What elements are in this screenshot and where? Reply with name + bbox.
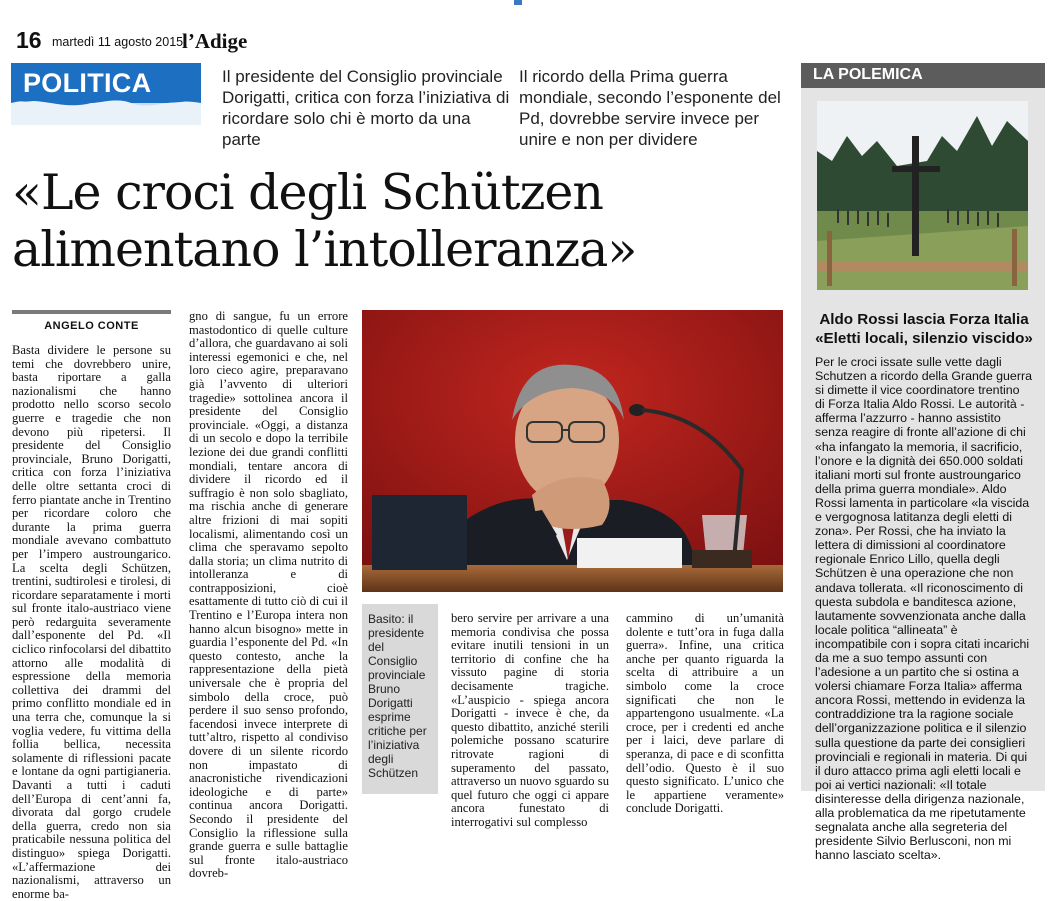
sidebar-title: [810, 310, 1038, 348]
headline-line-1: «Le croci degli Schützen: [12, 164, 603, 221]
article-column-1: [12, 344, 171, 901]
newspaper-name: l’Adige: [182, 29, 248, 53]
deck-right: Il ricordo della Prima guerra mondiale, secondo l’esponente del Pd, dovrebbe servire invece per unire e non per dividere: [519, 67, 781, 149]
photo-caption: Basito: il presidente del Consiglio provinciale Bruno Dorigatti esprime critiche per l’iniziativa degli Schützen: [368, 612, 427, 780]
page-number: 16: [16, 27, 42, 53]
sidebar-title-line-2: «Eletti locali, silenzio viscido»: [815, 330, 1033, 347]
section-label: POLITICA: [23, 68, 152, 98]
article-column-2: [189, 310, 348, 881]
sidebar-text: Per le croci issate sulle vette dagli Schutzen a ricordo della Grande guerra si dimette il vice coordinatore trentino di Forza Italia Aldo Rossi. Le autorità - afferma l’azzurro - hanno assistito senza reagire di fronte all’azione di chi «ha infangato la memoria, il sacrificio, l’onore e la dignità dei 650.000 soldati italiani morti sul fronte austroungarico della prima guerra mondiale». Aldo Rossi lamenta in particolare «la viscida e vergognosa latitanza degli eletti di zona». Per Rossi, che ha inviato la lettera di dimissioni al coordinatore regionale Enrico Lillo, quella degli Schützen è una operazione che non andava tollerata. «Il riconoscimento di questa subdola e banditesca azione, lautamente sovvenzionata anche dalla locale politica “allineata” è incompatibile con i sopra citati incarichi da me a suo tempo assunti con l’adesione a un partito che si ostina a volersi chiamare Forza Italia» afferma ancora Rossi, mettendo in evidenza la contraddizione tra la ragione sociale dell’organizzazione politica e il silenzio sulla questione da parte dei consiglieri provinciali e regionali in materia. Di qui il duro attacco prima agli eletti locali e poi ai vertici nazionali: «Il totale disinteresse della dirigenza nazionale, alla problematica da me ripetutamente segnalata anche alla segreteria del presidente Silvio Berlusconi, non mi hanno lasciato scelta».: [815, 355, 1032, 863]
sidebar-header: [801, 63, 1045, 88]
crosses-photo: [817, 101, 1028, 290]
sidebar-label: LA POLEMICA: [813, 66, 923, 83]
byline-rule: [12, 310, 171, 314]
article-column-3: [451, 612, 609, 830]
article-text: gno di sangue, fu un errore mastodontico di quelle culture d’allora, che guardavano ai soli interessi egemonici e che, nel loro cieco agire, preparavano già l’avvento di ulteriori tragedie» sottolinea ancora il presidente del Consiglio provinciale. «Oggi, a distanza di un secolo e dopo la terribile lezione dei due grandi conflitti mondiali, tentare ancora di dividere il ricordo ed il suffragio è non solo sbagliato, ma rischia anche di generare altre frizioni di mai sopiti localismi, alimentando così un clima che speravamo sepolto dalla storia; un clima nutrito di intolleranza e di contrapposizioni, cioè esattamente di tutto ciò di cui il Trentino e l’Europa intera non hanno alcun bisogno» mette in guardia l’esponente del Pd. «In questo contesto, anche la rappresentazione della pietà universale che è propria del simbolo della croce, può perdere il suo senso profondo, facendosi invece interprete di tutt’altro, rispetto al condiviso dovere di un silente ricordo non impastato di anacronistiche rivendicazioni ideologiche e di parte» continua ancora Dorigatti. Secondo il presidente del Consiglio la riflessione sulla grande guerra e sulle battaglie sul fronte italo-austriaco dovreb-: [189, 309, 348, 881]
byline: ANGELO CONTE: [44, 320, 139, 332]
dorigatti-photo: [362, 310, 783, 592]
deck-left: Il presidente del Consiglio provinciale Dorigatti, critica con forza l’iniziativa di ricordare solo chi è morto da una parte: [222, 67, 510, 149]
page-top-mark: [514, 0, 522, 5]
article-column-4: [626, 612, 784, 816]
article-text: cammino di un’umanità dolente e tutt’ora in fuga dalla guerra». Infine, una critica anche per quanto riguarda la scelta di attribuire a un simbolo come la croce significati che non le appartengono usualmente. «La croce, per i credenti ed anche per i laici, deve parlare di speranza, di pace e di sconfitta dell’odio. Questo è il suo questo significato. L’unico che le appartiene veramente» conclude Dorigatti.: [626, 611, 784, 816]
sidebar-title-line-1: Aldo Rossi lascia Forza Italia: [819, 311, 1029, 328]
headline-line-2: alimentano l’intolleranza»: [12, 221, 637, 278]
issue-date: martedì 11 agosto 2015: [52, 35, 184, 49]
sidebar-body: [815, 355, 1032, 862]
article-text: bero servire per arrivare a una memoria condivisa che possa evitare inutili tensioni in un territorio di confine che ha vissuto pagine di storia decisamente tragiche. «L’auspicio - spiega ancora Dorigatti - invece è che, da questo dibattito, anziché sterili polemiche possano scaturire ritrovate ragioni di superamento del passato, attraverso un nuovo sguardo su quel futuro che oggi ci appare ancora funestato di interrogativi sul complesso: [451, 611, 609, 829]
article-text: Basta dividere le persone su temi che dovrebbero unire, basta riportare a galla nazionalismi che hanno prodotto nello scorso secolo guerre e tragedie che non devono più ripetersi. Il presidente del Consiglio provinciale, Bruno Dorigatti, critica con forza l’iniziativa delle oltre settanta croci di ferro piantate anche in Trentino per ricordare coloro che durante la prima guerra mondiale avevano combattuto per l’impero austroungarico. La scelta degli Schützen, trentini, sudtirolesi e tirolesi, di ricordare separatamente i morti sul fronte italo-austriaco viene però redarguita severamente dall’esponente del Pd. «Il ciclico rinfocolarsi del dibattito attorno alle modalità di espressione della memoria collettiva dei drammi del primo conflitto mondiale ed in una terra che, comunque la si voglia vedere, fu vittima della follia bellica, necessita solamente di riflessioni pacate e lontane da ogni partigianeria. Davanti a tutti i caduti dell’Europa di cent’anni fa, divorata dal gorgo crudele della guerra, credo non sia praticabile nessuna politica del distinguo» spiega Dorigatti. «L’affermazione dei nazionalismi, attraverso un enorme ba-: [12, 343, 171, 901]
section-banner: [11, 63, 201, 125]
headline: [12, 164, 792, 278]
